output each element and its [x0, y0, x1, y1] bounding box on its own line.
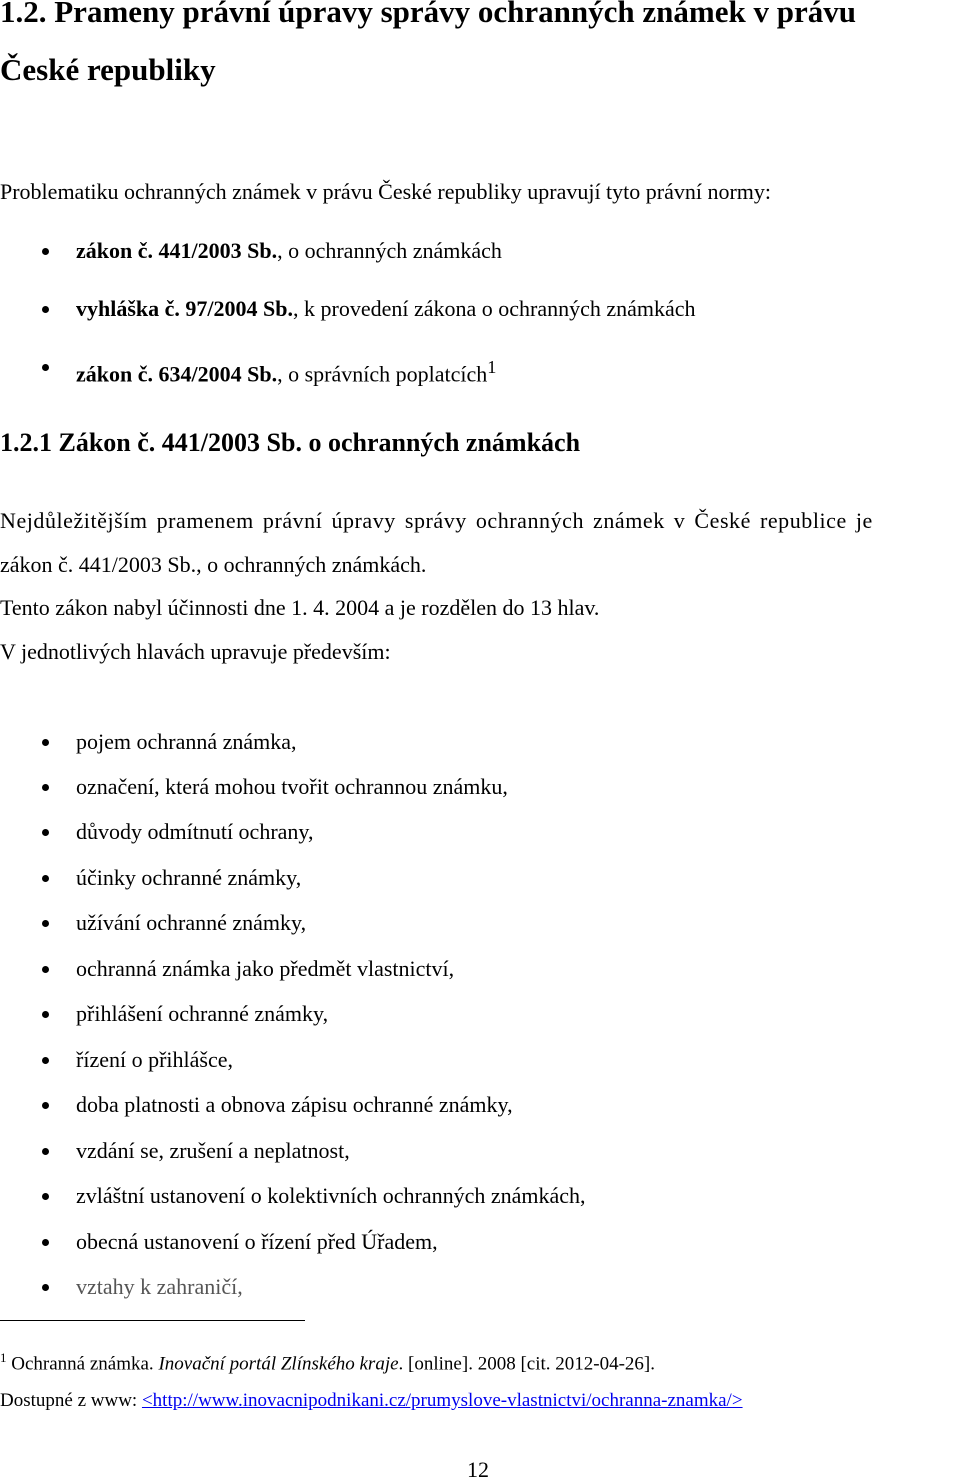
- bullet-icon: [42, 1239, 49, 1246]
- subsection-heading: 1.2.1 Zákon č. 441/2003 Sb. o ochranných známkách: [0, 428, 581, 457]
- footnote-line-2: [0, 1389, 743, 1413]
- footnote-availability-label: Dostupné z www:: [0, 1390, 142, 1411]
- footnote-source-title: Inovační portál Zlínského kraje: [158, 1353, 399, 1375]
- page-number: 12: [467, 1457, 489, 1482]
- bullet-icon: [42, 1193, 49, 1200]
- paragraph-1-line-2: zákon č. 441/2003 Sb., o ochranných známkách.: [0, 552, 427, 577]
- bullet-icon: [42, 829, 49, 836]
- footnote-url-link[interactable]: <http://www.inovacnipodnikani.cz/prumyslove-vlastnictvi/ochranna-znamka/>: [141, 1390, 743, 1411]
- norm-citation: zákon č. 441/2003 Sb.: [76, 238, 278, 263]
- bullet-icon: [42, 306, 49, 313]
- bullet-icon: [42, 966, 49, 973]
- bullet-icon: [42, 1102, 49, 1109]
- paragraph-3: V jednotlivých hlavách upravuje především:: [0, 639, 391, 664]
- section-heading: [0, 0, 856, 88]
- paragraph-2: Tento zákon nabyl účinnosti dne 1. 4. 2004 a je rozdělen do 13 hlav.: [0, 595, 600, 620]
- bullet-icon: [42, 920, 49, 927]
- footnote-text-a: Ochranná známka.: [11, 1353, 159, 1375]
- bullet-icon: [42, 248, 49, 255]
- bullet-icon: [42, 1284, 49, 1291]
- bullet-icon: [42, 364, 49, 371]
- footnote-reference[interactable]: 1: [487, 357, 497, 377]
- norm-citation: zákon č. 634/2004 Sb.: [76, 361, 278, 387]
- bullet-icon: [42, 784, 49, 791]
- bullet-icon: [42, 1148, 49, 1155]
- norm-citation: vyhláška č. 97/2004 Sb.: [76, 296, 293, 321]
- footnote-number: 1: [0, 1350, 7, 1365]
- document-page: 1.2. Prameny právní úpravy správy ochranných známek v právu České republiky Problematiku ochranných známek v právu České republiky upravují tyto právní normy: zákon č. 441/2003 Sb., o ochranných známkách vyhláška č. 97/2004 Sb., k provedení zákona o ochranných známkách zákon č. 634/2004 Sb., o správních poplatcích$^1$ 1.2.1 Zákon č. 441/2003 Sb. o ochranných známkách Nejdůležitějším pramenem právní úpravy správy ochranných známek v České republice je zákon č. 441/2003 Sb., o ochranných známkách. Tento zákon nabyl účinnosti dne 1. 4. 2004 a je rozdělen do 13 hlav. V jednotlivých hlavách upravuje především: pojem ochranná známka, označení, která mohou tvořit ochrannou známku, důvody odmítnutí ochrany, účinky ochranné známky, užívání ochranné známky, ochranná známka jako předmět vlastnictví, přihlášení ochranné známky, řízení o přihlášce, doba platnosti a obnova zápisu ochranné známky, vzdání se, zrušení a neplatnost, zvláštní ustanovení o kolektivních ochranných známkách, obecná ustanovení o řízení před Úřadem, vztahy k zahraničí, $^1$ Ochranná známka. Inovační portál Zlínského kraje. [online]. 2008 [cit. 2012-04-26]. Dostupné z www: <http://www.inovacnipodnikani.cz/prumyslove-vlastnictvi/ochranna-znamka/> 12: [0, 0, 960, 1483]
- footnote-separator: [0, 1320, 305, 1321]
- bullet-icon: [42, 739, 49, 746]
- footnote: [0, 1346, 655, 1376]
- norm-title: , o ochranných známkách: [277, 238, 502, 263]
- intro-paragraph: Problematiku ochranných známek v právu České republiky upravují tyto právní normy:: [0, 179, 772, 204]
- bullet-icon: [42, 1011, 49, 1018]
- section-heading-line-1: 1.2. Prameny právní úpravy správy ochranných známek v právu: [0, 0, 856, 29]
- footnote-text-b: . [online]. 2008 [cit. 2012-04-26].: [398, 1353, 655, 1375]
- bullet-icon: [42, 875, 49, 882]
- paragraph-1-line-1: Nejdůležitějším pramenem právní úpravy správy ochranných známek v České republice je: [0, 508, 873, 533]
- section-heading-line-2: České republiky: [0, 52, 216, 87]
- bullet-icon: [42, 1057, 49, 1064]
- norm-title: , k provedení zákona o ochranných známkách: [293, 296, 696, 321]
- norm-title: , o správních poplatcích: [277, 361, 488, 387]
